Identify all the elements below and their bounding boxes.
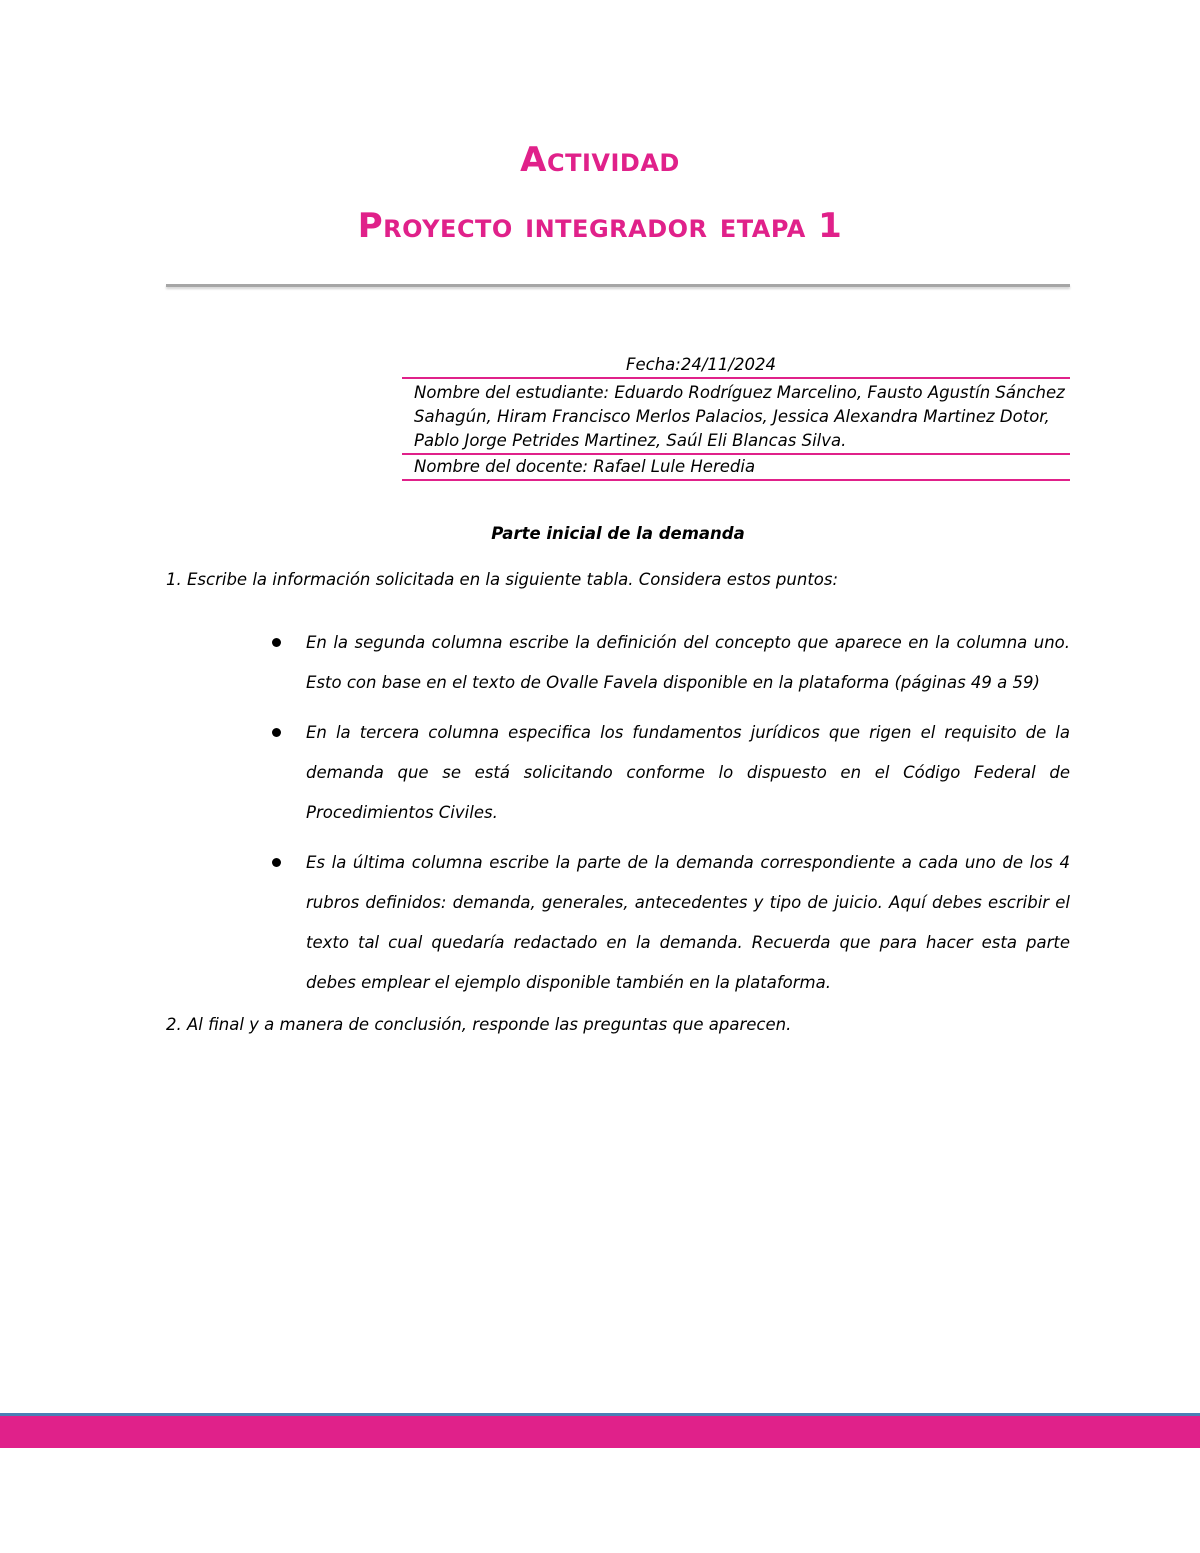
student-names-field: Nombre del estudiante: Eduardo Rodríguez Marcelino, Fausto Agustín Sánchez Sahagún, Hiram Francisco Merlos Palacios, Jessica Alexandra Martinez Dotor, Pablo Jorge Petrides Martinez, Saúl Eli Blancas Silva. [402,379,1070,455]
bullet-icon [272,728,281,737]
instruction-2: 2. Al final y a manera de conclusión, responde las preguntas que aparecen. [166,1015,792,1034]
bullet-text: En la tercera columna especifica los fundamentos jurídicos que rigen el requisito de la demanda que se está solicitando conforme lo dispuesto en el Código Federal de Procedimientos Civiles. [306,723,1070,822]
bullet-text: En la segunda columna escribe la definición del concepto que aparece en la columna uno. Esto con base en el texto de Ovalle Favela disponible en la plataforma (páginas 49 a 59) [306,633,1070,692]
bullet-icon [272,638,281,647]
bullet-item [272,843,1070,1003]
bullet-item [272,623,1070,703]
header-divider [166,284,1070,287]
document-title: Actividad [520,140,680,180]
bullet-icon [272,858,281,867]
footer-band [0,1413,1200,1448]
section-title: Parte inicial de la demanda [491,524,745,543]
bullet-text: Es la última columna escribe la parte de la demanda correspondiente a cada uno de los 4 rubros definidos: demanda, generales, antecedentes y tipo de juicio. Aquí debes escribir el texto tal cual quedaría redactado en la demanda. Recuerda que para hacer esta parte debes emplear el ejemplo disponible también en la plataforma. [306,853,1070,992]
date-field: Fecha:24/11/2024 [402,353,1070,379]
teacher-name-field: Nombre del docente: Rafael Lule Heredia [402,455,1070,481]
bullet-list [272,623,1070,1013]
document-subtitle: Proyecto integrador etapa 1 [357,206,843,246]
bullet-item [272,713,1070,833]
info-block [402,353,1070,481]
instruction-1: 1. Escribe la información solicitada en la siguiente tabla. Considera estos puntos: [166,570,839,589]
